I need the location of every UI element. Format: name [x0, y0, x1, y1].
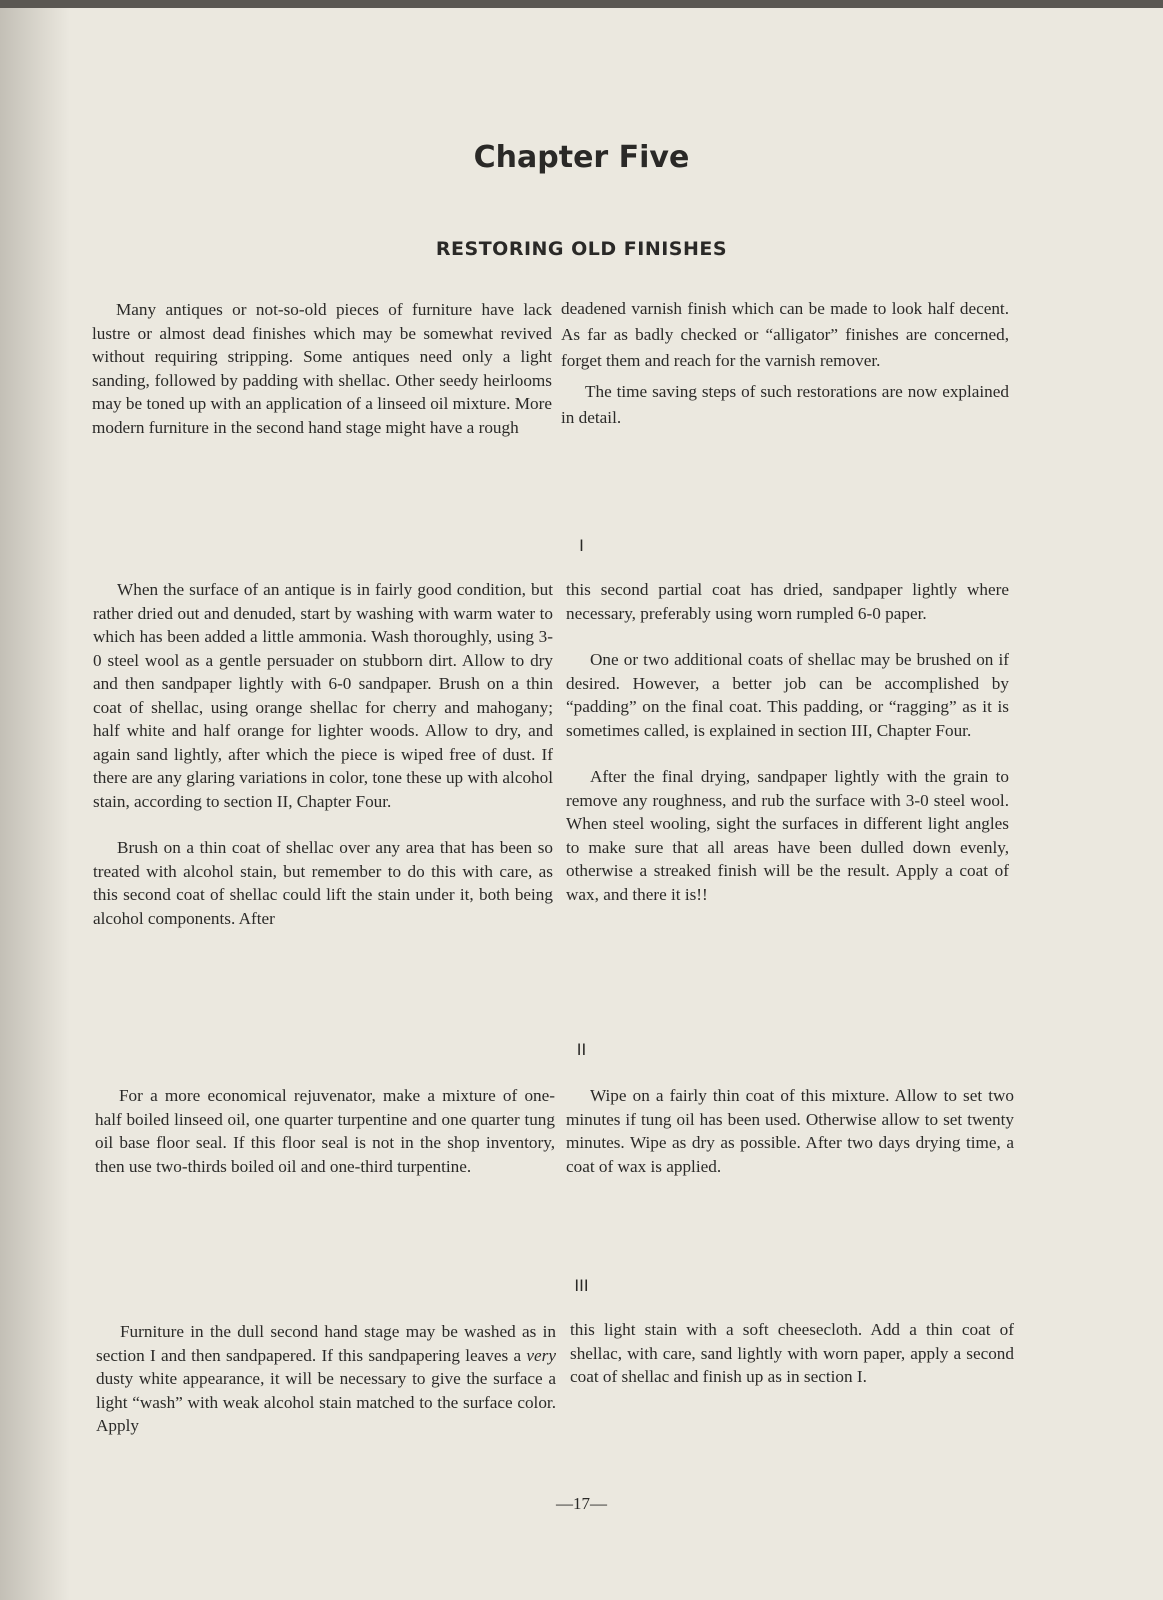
section-3-paragraph [96, 1320, 556, 1438]
section-3-paragraph: this light stain with a soft cheesecloth. Add a thin coat of shellac, with care, sand lightly with worn paper, apply a second coat of shellac and finish up as in section I. [570, 1320, 1014, 1386]
section-2-paragraph: Wipe on a fairly thin coat of this mixture. Allow to set two minutes if tung oil has been used. Otherwise allow to set twenty minutes. Wipe as dry as possible. After two days drying time, a coat of wax is applied. [566, 1086, 1014, 1176]
section-1-paragraph: this second partial coat has dried, sandpaper lightly where necessary, preferably using worn rumpled 6-0 paper. [566, 580, 1009, 623]
intro-left-column [92, 298, 552, 439]
section-3-right-column [570, 1318, 1014, 1389]
section-2-paragraph: For a more economical rejuvenator, make a mixture of one-half boiled linseed oil, one quarter turpentine and one quarter tung oil base floor seal. If this floor seal is not in the shop inventory, then use two-thirds boiled oil and one-third turpentine. [95, 1086, 555, 1176]
section-1-numeral: I [579, 536, 584, 555]
page-top-edge [0, 0, 1163, 8]
section-3-numeral: III [574, 1276, 589, 1295]
section-3-left-column [96, 1320, 556, 1438]
section-2-numeral: II [576, 1040, 587, 1059]
section-1-paragraph: After the final drying, sandpaper lightly with the grain to remove any roughness, and rub the surface with 3-0 steel wool. When steel wooling, sight the surfaces in different light angles to make sure that all areas have been dulled down evenly, otherwise a streaked finish will be the result. Apply a coat of wax, and there it is!! [566, 767, 1009, 904]
chapter-title: Chapter Five [473, 140, 690, 175]
section-1-paragraph: One or two additional coats of shellac may be brushed on if desired. However, a better job can be accomplished by “padding” on the final coat. This padding, or “ragging” as it is sometimes called, is explained in section III, Chapter Four. [566, 650, 1009, 740]
emphasis-text: very [526, 1345, 556, 1365]
section-1-left-column [93, 578, 553, 930]
intro-paragraph: The time saving steps of such restorations are now explained in detail. [561, 382, 1009, 427]
section-1-right-column [566, 578, 1009, 906]
section-2-left-column [95, 1084, 555, 1178]
section-3-text: dusty white appearance, it will be necessary to give the surface a light “wash” with weak alcohol stain matched to the surface color. Apply [96, 1369, 556, 1435]
section-2-right-column [566, 1084, 1014, 1178]
section-1-paragraph: Brush on a thin coat of shellac over any area that has been so treated with alcohol stain, but remember to do this with care, as this second coat of shellac could lift the stain under it, both being alcohol components. After [93, 838, 553, 928]
page-number: —17— [556, 1494, 607, 1513]
section-1-paragraph: When the surface of an antique is in fairly good condition, but rather dried out and denuded, start by washing with warm water to which has been added a little ammonia. Wash thoroughly, using 3-0 steel wool as a gentle persuader on stubborn dirt. Allow to dry and then sandpaper lightly with 6-0 sandpaper. Brush on a thin coat of shellac, using orange shellac for cherry and mahogany; half white and half orange for lighter woods. Allow to dry, and again sand lightly, after which the piece is wiped free of dust. If there are any glaring variations in color, tone these up with alcohol stain, according to section II, Chapter Four. [93, 580, 553, 811]
intro-paragraph: deadened varnish finish which can be made to look half decent. As far as badly checked or “alligator” finishes are concerned, forget them and reach for the varnish remover. [561, 299, 1009, 370]
section-title: RESTORING OLD FINISHES [435, 238, 728, 260]
section-3-text: Furniture in the dull second hand stage may be washed as in section I and then sandpapered. If this sandpapering leaves a [96, 1322, 556, 1365]
intro-right-column [561, 296, 1009, 431]
intro-paragraph: Many antiques or not-so-old pieces of furniture have lack lustre or almost dead finishes which may be somewhat revived without requiring stripping. Some antiques need only a light sanding, followed by padding with shellac. Other seedy heirlooms may be toned up with an application of a linseed oil mixture. More modern furniture in the second hand stage might have a rough [92, 300, 552, 437]
